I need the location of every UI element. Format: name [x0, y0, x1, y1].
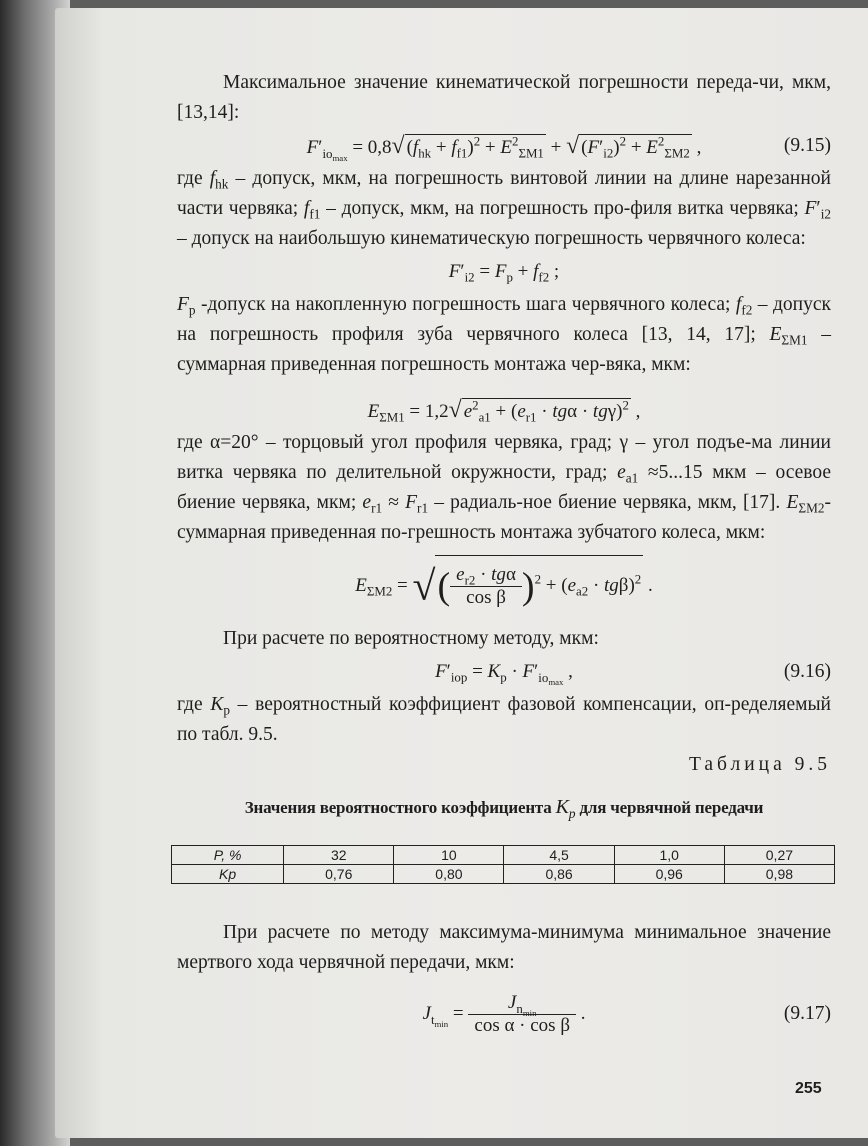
- equation-number-9-16: (9.16): [783, 661, 831, 682]
- formula-9-17: $J_{t_{min}}$ = $\frac{J_{n_{min}}}{\text{cos α · cos β}}$ . (9.17): [177, 984, 831, 1044]
- formula-9-16: $F'_{iop} = K_p \cdot F'_{io_{max}}$ , (9.16): [177, 654, 831, 690]
- kp-table: [171, 845, 835, 884]
- table-cell: 32: [284, 846, 394, 865]
- formula-9-15: $F'_{io_{max}} = 0,8√$ $(f_{hk} + f_{f1})^2 + E^2_{\Sigma M1}$ + √ $(F'_{i2})^2 + E^2_{\Sigma M2}$ , (9.15): [177, 128, 831, 164]
- formula-esm1: $E_{\Sigma M1} = 1,2√$ $e^2_{a1} + (e_{r1} \cdot tg\alpha \cdot tg\gamma)^2$ ,: [367, 397, 641, 425]
- table-cell: 10: [394, 846, 504, 865]
- paragraph-max-min: При расчете по методу максимума-минимума минимальное значение мертвого хода червячной передачи, мкм:: [177, 922, 831, 973]
- book-page: [55, 8, 868, 1138]
- equation-number-9-17: (9.17): [783, 1003, 831, 1024]
- table-cell: 0,98: [724, 865, 834, 884]
- table-header-p: P, %: [172, 846, 284, 865]
- paragraph-alpha-gamma: где α=20° – торцовый угол профиля червяка, град; γ – угол подъе-ма линии витка червяка по делительной окружности, град; $e_{a1} \approx 5...15$ мкм – осевое биение червяка, мкм; $e_{r1} \approx F_{r1}$ – радиаль-ное биение червяка, мкм, [17]. $E_{\Sigma M2}-$ суммарная приведенная по-грешность монтажа зубчатого колеса, мкм:: [177, 432, 832, 543]
- equation-number-9-15: (9.15): [783, 135, 831, 156]
- table-cell: 0,76: [284, 865, 394, 884]
- table-cell: 0,96: [614, 865, 724, 884]
- table-cell: 4,5: [504, 846, 614, 865]
- table-cell: 0,80: [394, 865, 504, 884]
- page-content: [177, 68, 831, 1044]
- table-row: [172, 846, 835, 865]
- table-cell: 0,27: [724, 846, 834, 865]
- paragraph-fp: $F_p$ -допуск на накопленную погрешность шага червячного колеса; $f_{f2}$ – допуск на погрешность профиля зуба червячного колеса [13, 14, 17]; $E_{\Sigma M1}$ – суммарная приведенная погрешность монтажа чер-вяка, мкм:: [177, 294, 831, 375]
- table-header-kp: Kp: [172, 865, 284, 884]
- paragraph-probabilistic: При расчете по вероятностному методу, мкм:: [223, 628, 599, 649]
- table-label: Таблица 9.5: [688, 754, 831, 775]
- formula-esm2: $E_{\Sigma M2}$ = √( $\frac{e_{r2} \cdot tg\alpha}{\text{cos β}}$ )$^2 + (e_{a2} \cdot tg\beta)^2$ .: [177, 548, 831, 624]
- table-title: Значения вероятностного коэффициента $K_p$ для червячной передачи: [244, 796, 764, 821]
- page-number: 255: [795, 1080, 822, 1097]
- paragraph-tolerances: где $f_{hk}$ – допуск, мкм, на погрешность винтовой линии на длине нарезанной части червяка; $f_{f1}$ – допуск, мкм, на погрешность про-филя витка червяка; $F'_{i2}$ – допуск на наибольшую кинематическую погрешность червячного колеса:: [177, 168, 831, 249]
- formula-fi2: $F'_{i2} = F_p + f_{f2}$ ;: [448, 261, 560, 285]
- paragraph-kp: где $K_p$ – вероятностный коэффициент фазовой компенсации, оп-ределяемый по табл. 9.5.: [177, 694, 831, 745]
- paragraph-intro: Максимальное значение кинематической погрешности переда-чи, мкм, [13,14]:: [177, 72, 831, 123]
- table-row: [172, 865, 835, 884]
- table-cell: 0,86: [504, 865, 614, 884]
- table-cell: 1,0: [614, 846, 724, 865]
